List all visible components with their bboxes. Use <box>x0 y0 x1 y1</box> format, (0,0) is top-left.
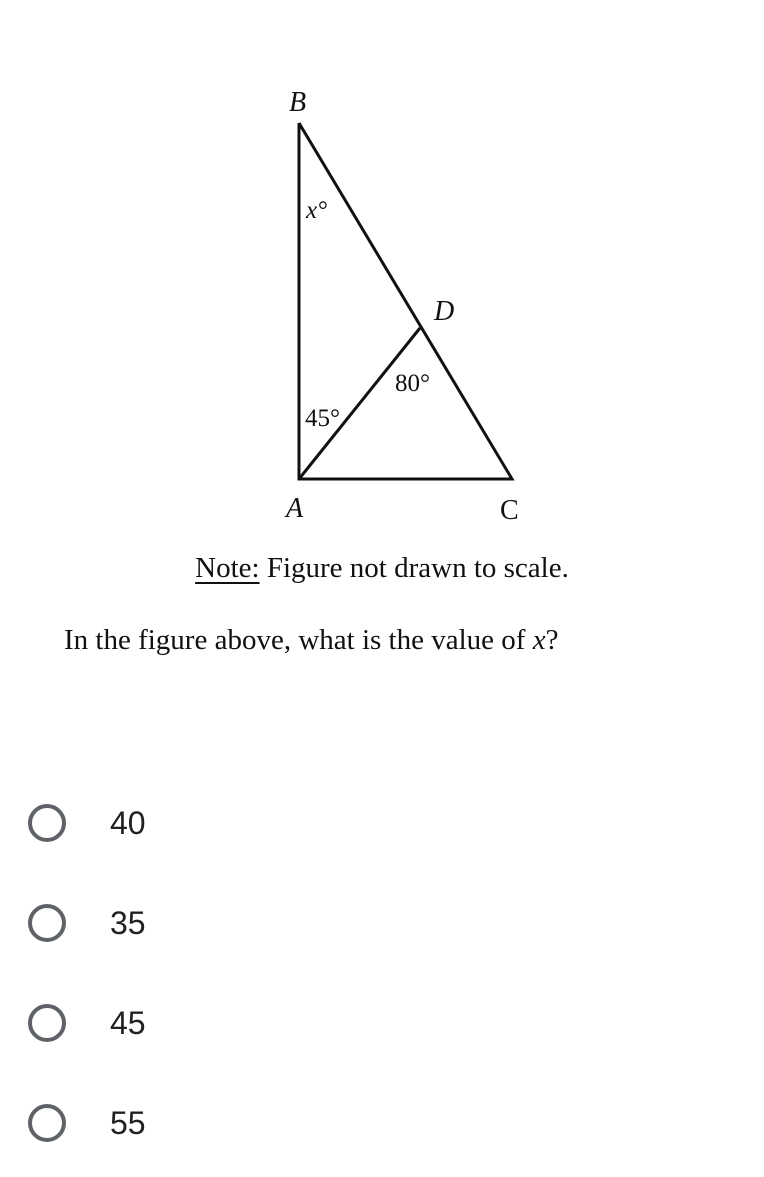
option-label: 45 <box>110 1004 146 1041</box>
option-45[interactable] <box>28 993 146 1053</box>
option-35[interactable] <box>28 893 146 953</box>
segment-ad <box>299 328 420 479</box>
vertex-label-c: C <box>500 495 519 526</box>
question-prefix: In the figure above, what is the value of <box>64 624 533 656</box>
radio-button-icon[interactable] <box>28 904 66 942</box>
question-suffix: ? <box>545 624 559 656</box>
vertex-label-a: A <box>286 493 304 524</box>
option-label: 40 <box>110 804 146 841</box>
option-40[interactable] <box>28 793 146 853</box>
vertex-label-d: D <box>434 296 455 327</box>
radio-button-icon[interactable] <box>28 1004 66 1042</box>
radio-button-icon[interactable] <box>28 1104 66 1142</box>
angle-label-45: 45° <box>305 405 340 432</box>
note-label: Note: <box>195 552 260 584</box>
vertex-label-b: B <box>289 87 307 118</box>
option-label: 35 <box>110 904 146 941</box>
option-55[interactable] <box>28 1093 146 1153</box>
angle-label-80: 80° <box>395 370 430 397</box>
question-text <box>64 624 558 657</box>
angle-label-x: x° <box>306 197 328 224</box>
radio-button-icon[interactable] <box>28 804 66 842</box>
figure-note <box>0 552 764 585</box>
option-label: 55 <box>110 1104 146 1141</box>
note-text: Figure not drawn to scale. <box>259 552 569 584</box>
question-variable: x <box>532 624 546 656</box>
